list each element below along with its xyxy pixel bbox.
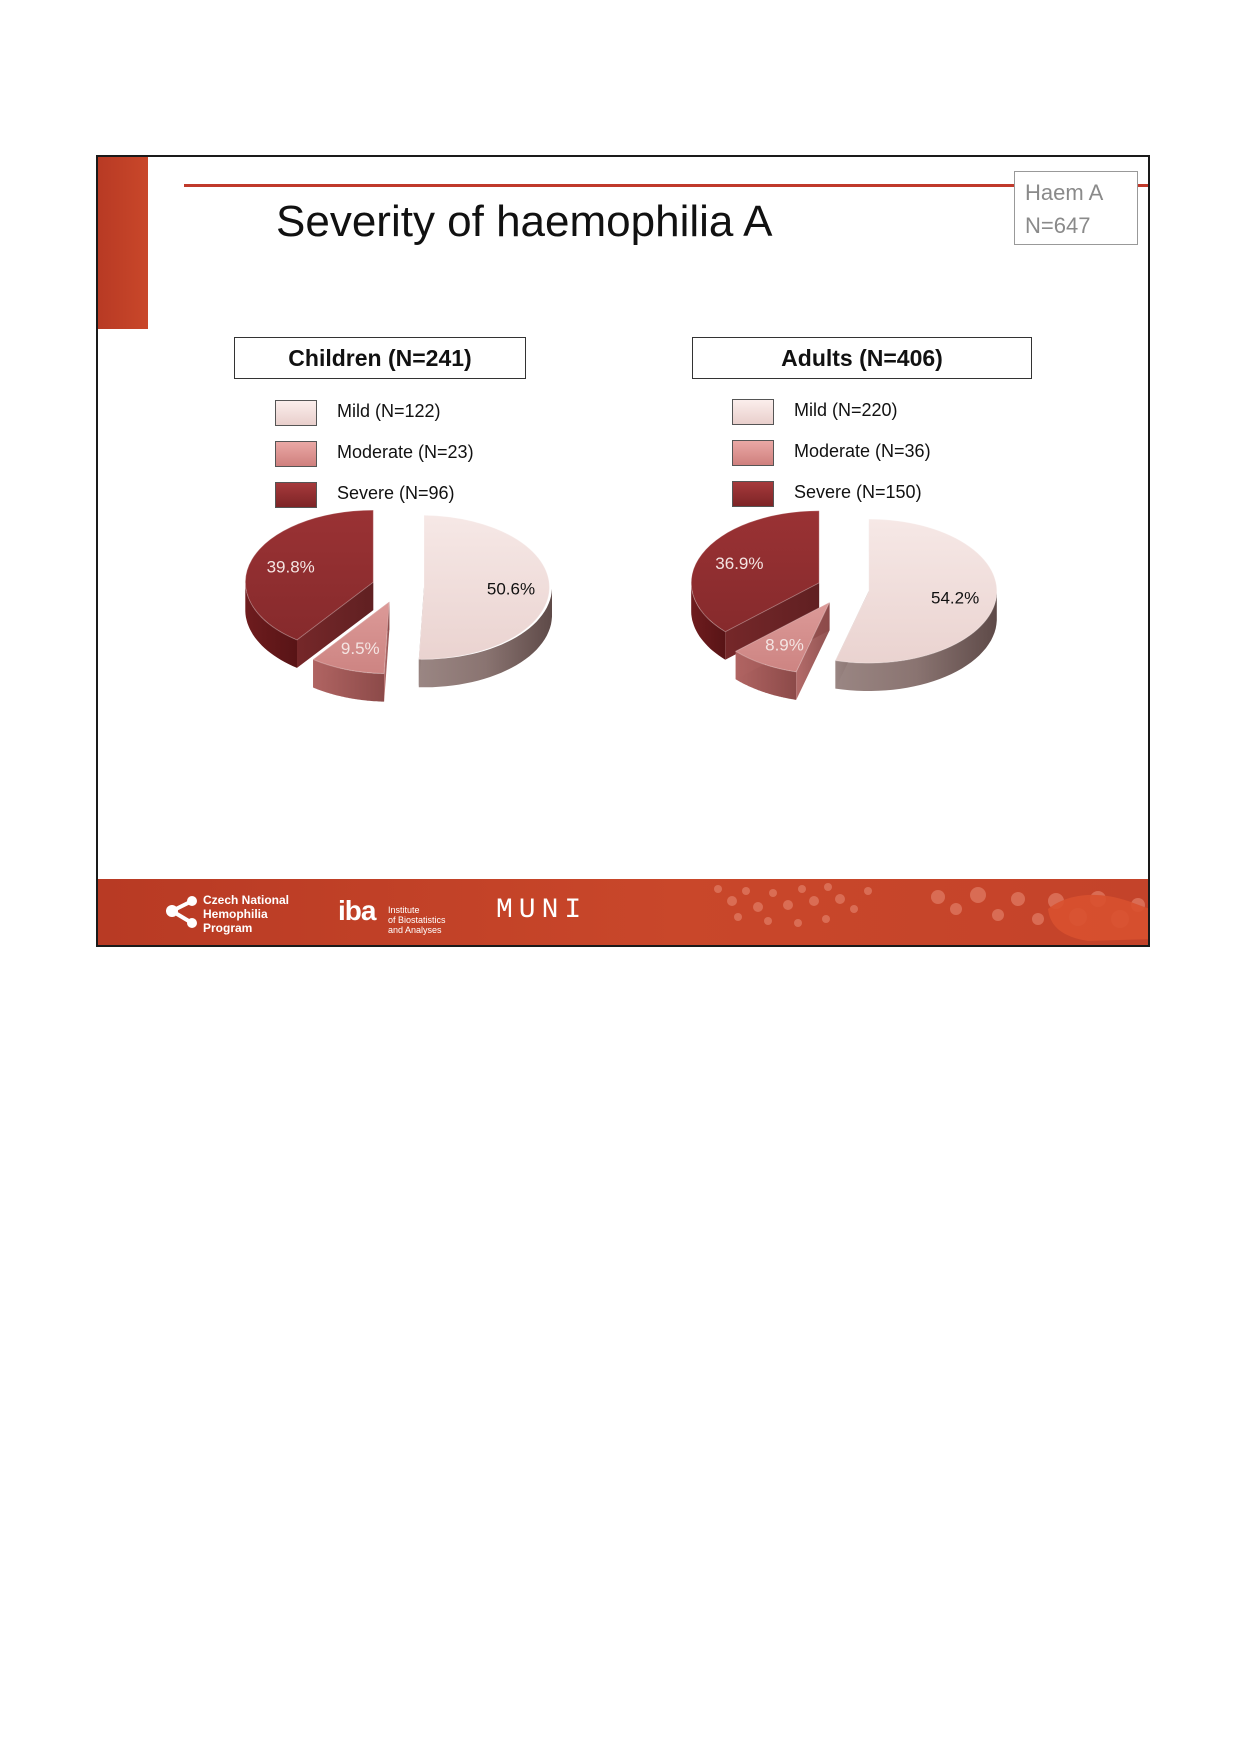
data-label: 50.6% xyxy=(486,579,536,599)
mild-slice xyxy=(835,519,996,691)
badge-line-2: N=647 xyxy=(1025,213,1091,238)
slide-title: Severity of haemophilia A xyxy=(276,197,773,246)
legend-label: Moderate (N=36) xyxy=(794,441,931,461)
badge-line-1: Haem A xyxy=(1025,180,1104,205)
logo-text: of Biostatistics xyxy=(388,915,446,925)
data-label: 54.2% xyxy=(930,588,980,608)
adults-pie xyxy=(691,511,997,700)
legend-label: Mild (N=122) xyxy=(337,401,441,421)
legend-label: Severe (N=150) xyxy=(794,482,922,502)
adults-group-title: Adults (N=406) xyxy=(692,337,1032,379)
logo-text: Hemophilia xyxy=(203,907,268,921)
hemophilia-program-logo xyxy=(203,893,289,935)
legend-label: Severe (N=96) xyxy=(337,483,455,503)
logo-text: Czech National xyxy=(203,893,290,907)
logo-text: and Analyses xyxy=(388,925,442,935)
children-group-title: Children (N=241) xyxy=(234,337,526,379)
legend-label: Moderate (N=23) xyxy=(337,442,474,462)
data-label: 36.9% xyxy=(715,554,764,574)
hemophilia-program-icon xyxy=(164,893,204,933)
data-label: 8.9% xyxy=(765,635,804,655)
legend-label: Mild (N=220) xyxy=(794,400,898,420)
mild-slice xyxy=(419,515,552,687)
pie-charts xyxy=(98,157,1148,947)
slide xyxy=(96,155,1150,947)
muni-logo: MUNI xyxy=(496,895,588,926)
iba-logo-text xyxy=(388,905,446,935)
data-label: 39.8% xyxy=(266,557,315,577)
children-pie xyxy=(245,510,552,701)
iba-logo-mark: iba xyxy=(338,895,376,926)
logo-text: Program xyxy=(203,921,253,935)
data-label: 9.5% xyxy=(340,638,380,658)
logo-text: Institute xyxy=(388,905,420,915)
footer-bar xyxy=(98,879,1148,945)
